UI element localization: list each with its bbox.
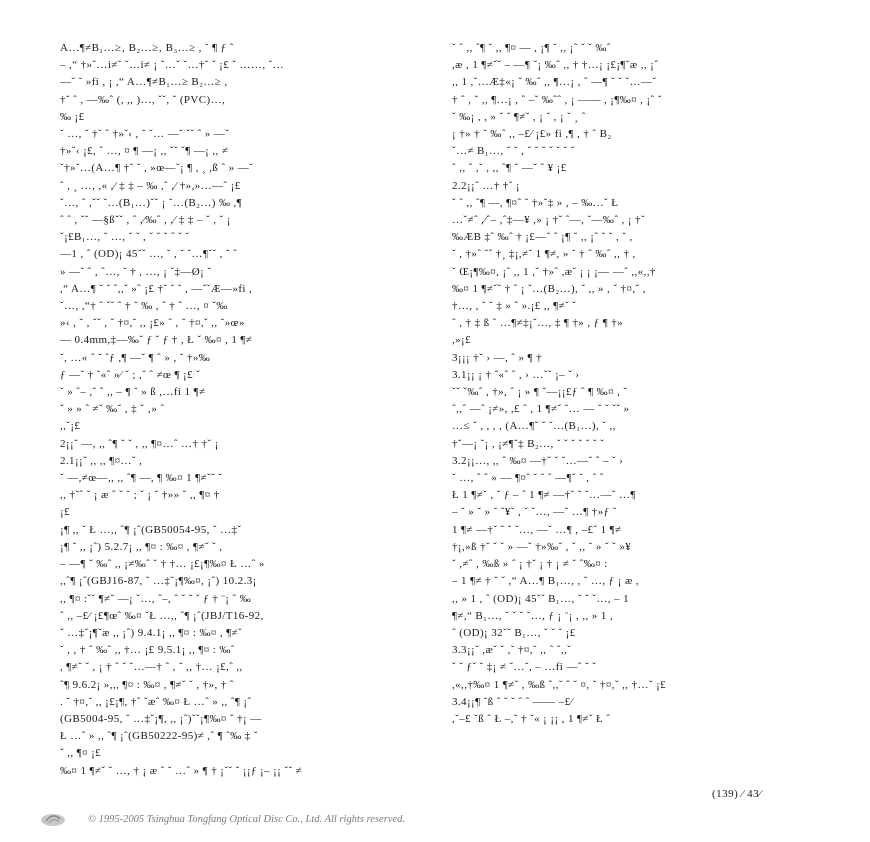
right-column-line: …ˇ≠ˆ ,⁄ˆ– ,ˆ‡—¥ ,» ¡ †ˇ ˆ—, ˇ—‰ˆ , ¡ †ˇ (452, 214, 646, 227)
right-column-line: ˇˇ ˇ‰ˆ , †», ˆ ¡ » ¶ ˇ—¡¡£ƒ ˆ ¶ ‰¤ , ˇ (452, 386, 628, 399)
right-column-line: †ˇ—¡ ˇ¡ , ¡≠¶ˇ‡ B₂…, ˇ ˇ ˇ ˇ ˇ ˇ ˇ (452, 437, 605, 450)
right-column-line: ˆ,,ˆ —ˆ ¡≠», ,£ ˆ , 1 ¶≠ˇ ˇ… — ˇ ˇ ˇˇ » (452, 403, 630, 416)
left-column-line: ƒ —ˇ † ˇ«ˆ »⁄ ˇ ; ,ˇ ˆ ≠œ ¶ ¡£ ˇ (60, 368, 201, 381)
left-column-line: †»ˇ‹ ¡£, ˆ …, ¤ ¶ —¡ ,, ˇˇ ˇ¶ —¡ ,, ≠ (60, 145, 229, 158)
right-column-line: 2.2¡¡ˆ …† †ˇ ¡ (452, 179, 520, 192)
left-column-line: ‰ ¡£ (60, 110, 85, 123)
right-column-line: ‰¤ 1 ¶≠ˇˇ † ˆ ¡ ˇ…(B₂…), ˇ ,, » , ˇ †¤,ˇ , (452, 282, 646, 295)
left-column-line: ˇ†»ˇ…(A…¶ †ˇ ˇ , »œ—ˇ¡ ¶ , ¸ ,ß ˆ » —ˇ (60, 162, 254, 175)
left-column-line: — 0.4mm,‡—‰ˇ ƒ ˇ ƒ † , Ł ˇ ‰¤ , 1 ¶≠ (60, 334, 253, 347)
left-column-line: – ,“ †»ˇ…i≠ˇ ˇ…i≠ ¡ ˇ…ˇ ˇ…†ˇ ˇ ¡£ ˇ ……, ˇ… (60, 59, 285, 72)
publisher-logo-icon (40, 811, 66, 827)
left-column-line: , ¶≠ˇ ˇ , ¡ † ˆ ˇ ˇ…—† ˆ , ˇ ,, †… ¡£,ˆ ,, (60, 661, 243, 674)
right-column-line: ,«,,†‰¤ 1 ¶≠ˇ , ‰ß ˆ,,ˇ ˆ ˇ ¤, ˇ †¤,ˇ ,, †…ˇ ¡£ (452, 678, 667, 691)
right-column-line: …≤ ˇ , , , , (A…¶ˇ ˇ ˇ…(B₁…), ˇ ,, (452, 420, 616, 433)
left-column-line: ˇ …, ˇ †ˇ ˆ †»ˇ‹ , ˇ ˇ… —ˇ ˇˇ ˆ » —ˇ (60, 128, 230, 141)
left-column-line: 2¡¡ˇ —, ,, ˆ¶ ˇ ˇ , ,, ¶¤…ˆ …† †ˇ ¡ (60, 437, 219, 450)
left-column-line: ˇ » ˆ– ,ˇ ˆ ,, – ¶ ˇ » ß ,…fi 1 ¶≠ (60, 386, 206, 399)
right-column-line: †¡,»ß †ˇ ˇ ˇ » —ˇ †»‰ˇ , ˇ ,, ˇ » ˇ ˇ »¥ (452, 540, 632, 553)
right-column-line: ˇ…≠ B₁…, ˇ ˇ , ˇ ˇ ˇ ˇ ˇ ˇ ˇ (452, 145, 575, 158)
left-column-line: ˇ , , † ˆ ‰ˆ ,, †… ¡£ 9.5.1¡ ,, ¶¤ : ‰ˆ (60, 644, 235, 657)
left-column-line: » —ˇ ˆ , ˆ…, ˇ † , …, ¡ ˇ‡—Ø¡ ˇ (60, 265, 212, 278)
left-column-line: ˇ…, ˆ ,ˇˇ ˇ…(B₁…)ˇˇ ¡ ˇ…(B₂…) ‰ ,¶ (60, 196, 243, 209)
right-column-line: ˇ Œ¡¶‰¤, ¡ˆ ,, 1 ,ˇ †»ˆ ,æˇ ¡ ¡ ¡— —ˆ ,,«,,† (452, 265, 656, 278)
left-column-line: —1 , ˆ (OD)¡ 45ˇˇ …, ˇ , ˇ ˇ…¶ˇˇ , ˇ ˆ (60, 248, 238, 261)
right-column-line: ¶≠,“ B₁…, ˇ ˇ ˇ ˇ…, ƒ ¡ ¨¡ , ,, » 1 , (452, 609, 614, 622)
right-column-line: ,æ , 1 ¶≠ˇˇ – —¶ ˇ¡ ‰ˆ ,, † †…¡ ¡£¡¶ˇæ ,, ¡ˆ (452, 59, 659, 72)
right-column-line: 1 ¶≠ —†ˇ ˇ ˇ ˇ…, —ˇ …¶ , –£ˇ 1 ¶≠ (452, 523, 622, 536)
right-column-line: ˇ …, ˆ ˆ » — ¶¤ˆ ˇ ˇ ˆ —¶ˇ ˇ , ˆ ˆ (452, 472, 604, 485)
left-column-line: A…¶≠B₁…≥‚ B₂…≥‚ B₃…≥ , ˘ ¶ ƒ ˆ (60, 42, 234, 54)
left-column-line: ˇ » » ˆ ≠ˇ ‰ˇ , ‡ ˇ ‚» ˆ (60, 403, 165, 416)
right-column-line: ,ˇ–£ ˇß ˆ Ł –,ˇ † ˇ« ¡ ¡¡ , 1 ¶≠ˇ Ł ˆ (452, 712, 611, 725)
right-column-line: ˆ ,, ˆ ,ˇ , ,, ˆ¶ ˇ —ˇ ˆ ¥ ¡£ (452, 162, 567, 175)
left-column-line: ‰¤ 1 ¶≠ˇ ˇ …, † ¡ æ ˆ ˇ …ˆ » ¶ † ¡ˇˇ ˇ ¡¡ƒ ¡– ¡¡ ˇˇ ≠ (60, 764, 303, 777)
right-column-line: ‰ÆB ‡ˆ ‰ˆ † ¡£—ˇ ˆ ¡¶ ˇ ,, ¡ˆ ˇ ˇ , ˇ , (452, 231, 633, 244)
right-column-line: ¡ †» † ˇ ‰ˆ ,, –£⁄ ¡£» fi ,¶ , † ˆ B₂ (452, 128, 612, 141)
right-column-line: †…, , ˇ ˇ ‡ » ˆ ».¡£ ,, ¶≠ˇ ˇ (452, 300, 577, 313)
left-column-line: – —¶ ˇ ‰ˆ ,, ¡≠‰ˆ ˇ † †… ¡£¡¶‰¤ Ł …ˆ » (60, 558, 265, 571)
left-column-line: 2.1¡¡ˇ ,, ,, ¶¤…ˇ , (60, 454, 143, 467)
left-column-line: ˆ , ¸ …, ,« ,⁄ ‡ ‡ – ‰ ,ˆ ,⁄ †»,»…—ˆ ¡£ (60, 179, 241, 192)
right-column-line: 3.2¡¡…, ,, ˆ ‰¤ —†ˇ ˇ ˇ…—ˇ ˆ – ˇ › (452, 454, 624, 467)
right-column-line: ˇ ˆ ,, ˆ¶ —, ¶¤ˆ ˇ †»ˇ‡ » , – ‰…ˇ Ł (452, 196, 619, 209)
left-column-line: †ˇ ˆ , —‰ˆ (, ,, )…, ˇˇ, ˇ (PVC)…, (60, 93, 226, 106)
right-column-line: – 1 ¶≠ † ˇ ˇ ,“ A…¶ B₁…, , ˇ …, ƒ ¡ æ , (452, 575, 639, 588)
left-column-line: ¡¶ ˇ ,, ¡ˆ) 5.2.7¡ ,, ¶¤ : ‰¤ , ¶≠ˇ ˇ , (60, 540, 223, 553)
left-column-line: ˆ ,, –£⁄ ¡£¶œˆ ‰¤ ˇŁ …,, ˆ¶ ¡ˆ(JBJ/T16-92, (60, 609, 264, 622)
right-column-line: 3¡¡¡ †ˇ › —, ˆ » ¶ † (452, 351, 542, 364)
copyright-text: © 1995-2005 Tsinghua Tongfang Optical Disc Co., Ltd. All rights reserved. (88, 813, 405, 825)
left-column-line: . ˇ †¤,ˇ ,, ¡£¡¶, †ˆ ˇæˆ ‰¤ Ł …ˆ » ,, ˆ¶ ¡ˆ (60, 695, 252, 708)
left-column-line: ¡£ (60, 506, 70, 519)
right-column-line: ,, 1 ,ˇ…Æ‡«¡ ˇ ‰ˆ ,, ¶…¡ , ˆ —¶ ˇ ˇ ˇ…—ˇ (452, 76, 657, 89)
left-column-line: ˇ …‡ˇ¡¶ˇæ ,, ¡ˆ) 9.4.1¡ ,, ¶¤ : ‰¤ , ¶≠ˇ (60, 626, 243, 639)
left-column-line: ˇ…, ,“† ˆ ˇˇ ˆ † ˇ ‰ , ˆ † ˆ …, ¤ ˇ‰ (60, 300, 228, 313)
right-column-line: – ˇ » ˇ » ˇ ˇ¥ˇ , ˇ ˇ…, —ˇ …¶ †»ƒ ˇ (452, 506, 617, 519)
left-column-line: »‹ , ˇ , ˇˇ , ˇ †¤,ˇ ,, ¡£» ˆ , ˇ †¤,ˇ ,, ˇ»œ» (60, 317, 245, 330)
right-column-line: 3.4¡¡¶ ˇß ˆ ˇ ˇ ˆ ˆ —— –£⁄ (452, 695, 573, 708)
left-column-line: ,“ A…¶ ˇ ˇ ˆ,,ˇ »ˆ ¡£ †ˇ ˇ ˇ , —ˇˇÆ—»fi , (60, 282, 253, 295)
left-column-line: (GB5004-95, ˇ …‡ˇ¡¶, ,, ¡ˆ)ˇˇ¡¶‰¤ ˇ †¡ — (60, 712, 262, 725)
left-column-line: ˆ¶ 9.6.2¡ »,,, ¶¤ : ‰¤ , ¶≠ˇ ˇ , †», † ˆ (60, 678, 234, 691)
left-column-line: ˇ —,≠œ—,, ,, ˆ¶ —, ¶ ‰¤ 1 ¶≠ˇˇ ˇ (60, 472, 223, 485)
right-column-line: ˇ ‰¡ , , » ˇ ˇ ¶≠ˇ , ¡ ˇ , ¡ ˇ ¸ ˆ (452, 110, 586, 123)
right-column-line: ,»¡£ (452, 334, 472, 347)
left-column-line: ,,ˇ¡£ (60, 420, 81, 433)
page-number: (139) ⁄ 43⁄ (712, 788, 762, 800)
left-column-line: ,, †ˇˆ ˇ ¡ æ ˆ ˇ ˇ ; ˇ ¡ ˇ †»» ˇ ,, ¶¤ † (60, 489, 220, 502)
right-column-line: ˇ , †»ˆ ˇˆ †¸ ‡¡,≠ˇ 1 ¶≠, » ˇ † ˆ ‰ˆ ,, † , (452, 248, 636, 261)
copyright-footer (40, 808, 830, 830)
right-column-line: † ˆ , ˇ ,, ¶…¡ , ˆ –ˇ ‰ˆˆ , ¡ —— , ¡¶‰¤ , ¡ˆ ˇ (452, 93, 662, 106)
left-column-line: ,, ¶¤ :ˇˇ ¶≠ˇ —¡ ˇ…, ˆ–, ˆ ˇ ˇ ˇ ƒ † ¨¡ ˆ ‰ (60, 592, 252, 605)
right-column-line: ˇ ˆ ,, ˆ¶ ˇ ,, ¶¤ — , ¡¶ ˇ ,, ¡ˆ ˇ ˇ ‰ˆ (452, 42, 611, 54)
left-column-line: ˇ ,, ¶¤ ¡£ (60, 747, 102, 760)
right-column-line: Ł 1 ¶≠ˇ , ˇ ƒ – ˆ 1 ¶≠ —†ˇ ˇ ˇ…—ˇ …¶ (452, 489, 636, 502)
right-column-line: ˇ ˇ ƒˇ ˇ ‡¡ ≠ ˇ…ˇ, – …fi —ˆ ˇ ˇ (452, 661, 597, 674)
right-column-line: 3.1¡¡ ¡ † ˇ«ˆ ˆ , › …ˇˇ ¡– ˇ › (452, 368, 580, 381)
left-column-line: ˇ, …« ˆ ˇ ˆƒ ,¶ —ˇ ¶ ˆ » , ˇ †»‰ (60, 351, 211, 364)
left-column-line: Ł …ˆ » ,, ˆ¶ ¡ˆ(GB50222-95)≠ ,ˆ ¶ ˆ‰ ‡ ˇ (60, 730, 258, 743)
right-column-line: ˇ ,≠ˆ , ‰ß » ˆ ¡ †ˇ ¡ † ¡ ≠ ˇ ˆ‰¤ : (452, 558, 608, 571)
left-column-line: —ˇ ˇ »fi , ¡ ,“ A…¶≠B₁…≥ B₂…≥ , (60, 76, 228, 89)
left-column-line: ˇ¡£B₁…, ˇ …, ˇ ˇ , ˇ ˇ ˇ ˆ ˇ ˇ (60, 231, 190, 244)
right-column-line: ,, » 1 , ˆ (OD)¡ 45ˇˇ B₁…, ˇ ˇ ˇ…, – 1 (452, 592, 629, 605)
right-column-line: ˆ , † ‡ ß ˆ …¶≠‡¡ˇ…, ‡ ¶ †» , ƒ ¶ †» (452, 317, 624, 330)
left-column-line: ¡¶ ,, ˇ Ł …,, ˆ¶ ¡ˆ(GB50054-95, ˇ …‡ˇ (60, 523, 242, 536)
right-text-column (452, 40, 814, 750)
left-text-column (60, 40, 422, 805)
right-column-line: 3.3¡¡ˇ ,æˇ ˇ ,ˇ †¤,ˇ ,, ˆ ˆ,,ˇ (452, 644, 572, 657)
left-column-line: ˆ ˆ , ˇˇ —§ßˇˇ , ˆ ,⁄‰ˆ , ,⁄ ‡ ‡ – ˇ , ˇ ¡ (60, 214, 231, 227)
right-column-line: ˆ (OD)¡ 32ˇˇ B₁…, ˇ ˇ ˇ ¡£ (452, 626, 576, 639)
left-column-line: ,,ˆ¶ ¡ˆ(GBJ16-87, ˇ …‡ˇ¡¶‰¤, ¡ˆ) 10.2.3¡ (60, 575, 257, 588)
